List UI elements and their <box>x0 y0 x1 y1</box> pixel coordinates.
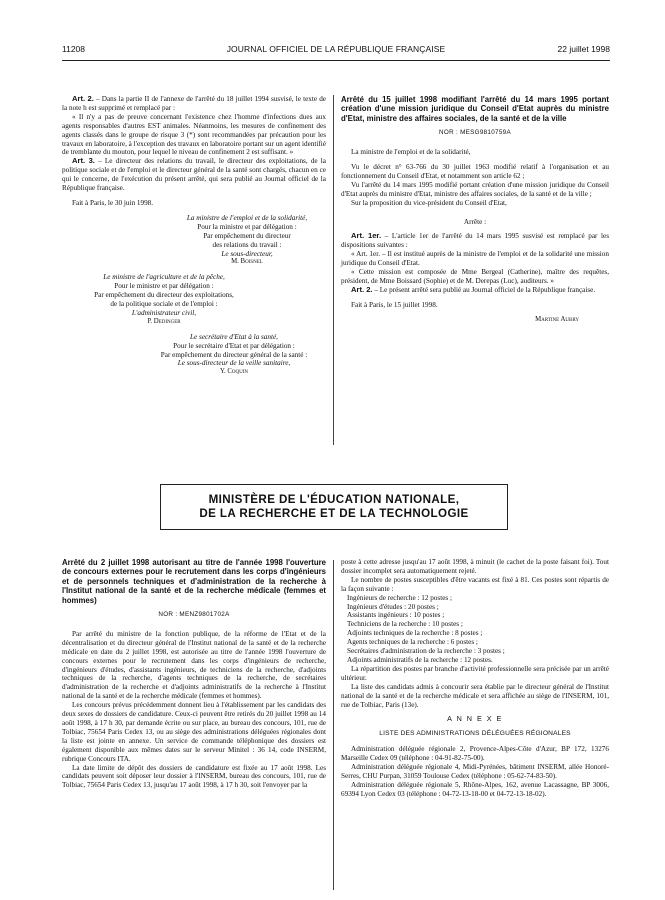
signature-line: Le sous-directeur de la veille sanitaire, <box>177 359 291 368</box>
arrete-heading: Arrête : <box>463 217 487 226</box>
list-item: Ingénieurs d'études : 20 postes ; <box>347 602 439 611</box>
fait-a-paris: Fait à Paris, le 15 juillet 1998. <box>351 300 438 309</box>
annexe-title: A N N E X E <box>447 714 503 724</box>
signature-line: La ministre de l'emploi et de la solidarité, <box>186 213 308 222</box>
paragraph: La date limite de dépôt des dossiers de candidature est fixée au 17 août 1998. Les candidats peuvent soit déposer leur dossier à l'INSERM, bureau des concours, 101, rue de Tolbiac, 75654 Paris Cedex 13, jusqu'au 17 août 1998, à 17 h 30, soit l'envoyer par la <box>62 763 326 790</box>
article-label: Art. 2. <box>72 94 94 103</box>
signature-line: L'administrateur civil, <box>131 308 197 317</box>
decree-title: Arrêté du 2 juillet 1998 autorisant au titre de l'année 1998 l'ouverture de concours externes pour le recrutement dans les corps d'ingénieurs et de personnels techniques et d'administration de la recherche à l'Institut national de la santé et de la recherche médicale (femmes et hommes) <box>62 558 326 605</box>
article-label: Art. 1er. <box>351 231 382 241</box>
paragraph: La répartition des postes par branche d'activité professionnelle sera précisée par un arrêté ultérieur. <box>341 664 609 682</box>
paragraph: La liste des candidats admis à concourir sera établie par le directeur général de l'Institut national de la santé et de la recherche médicale et sera affichée au siège de l'INSERM, 101, rue de Tolbiac, Paris (13e). <box>341 682 609 709</box>
decree-title: Arrêté du 15 juillet 1998 modifiant l'arrêté du 14 mars 1995 portant création d'une mission juridique du Conseil d'Etat auprès du ministre d'Etat, ministre des affaires sociales, de la santé et de la ville <box>341 95 609 123</box>
article-1-paragraph <box>341 232 609 250</box>
signature-line: Pour la ministre et par délégation : <box>197 222 297 231</box>
signature-block-2 <box>62 273 326 326</box>
list-item: Agents techniques de la recherche : 6 postes ; <box>347 638 478 647</box>
list-item: Adjoints administratifs de la recherche : 12 postes. <box>347 655 493 664</box>
signature-line: Par empêchement du directeur <box>203 231 291 240</box>
paragraph: Le nombre de postes susceptibles d'être vacants est fixé à 81. Ces postes sont répartis de la façon suivante : <box>341 575 609 593</box>
signatory-name: Y. Coquin <box>219 368 249 376</box>
ministry-line: MINISTÈRE DE L'ÉDUCATION NATIONALE, <box>208 493 460 506</box>
annexe-item: Administration déléguée régionale 5, Rhône-Alpes, 162, avenue Lacassagne, BP 3006, 69394 Lyon Cedex 03 (téléphone : 04-72-13-18-00 et 04-72-13-18-02). <box>341 780 609 798</box>
list-item: Adjoints techniques de la recherche : 8 postes ; <box>347 629 483 638</box>
nor-reference: NOR : MESG9810759A <box>439 129 511 137</box>
annexe-item: Administration déléguée régionale 2, Provence-Alpes-Côte d'Azur, BP 172, 13276 Marseille Cedex 09 (téléphone : 04-91-82-75-00). <box>341 745 609 763</box>
signatory-name: M. Boisnel <box>231 258 263 266</box>
signatory-name: P. Dedinger <box>147 317 181 325</box>
article-text: – Dans la partie II de l'annexe de l'arrêté du 18 juillet 1994 susvisé, le texte de la note h est supprimé et remplacé par : <box>62 95 326 112</box>
article-label: Art. 3. <box>72 156 95 166</box>
list-item: Ingénieurs de recherche : 12 postes ; <box>347 593 452 602</box>
signature-line: Par empêchement du directeur général de la santé : <box>160 350 308 359</box>
list-item: Secrétaires d'administration de la recherche : 3 postes ; <box>347 647 505 656</box>
signature-line: Pour le ministre et par délégation : <box>114 282 214 291</box>
publication-date: 22 juillet 1998 <box>557 44 610 54</box>
list-item: Assistants ingénieurs : 10 postes ; <box>347 611 445 620</box>
annexe-item: Administration déléguée régionale 4, Midi-Pyrénées, bâtiment INSERM, allée Honoré-Serres, CHU Purpan, 31059 Toulouse Cedex (téléphone : 05-62-74-83-50). <box>341 763 609 780</box>
article-3-paragraph <box>62 157 326 193</box>
signature-line: Le secrétaire d'Etat à la santé, <box>190 332 278 341</box>
journal-title: JOURNAL OFFICIEL DE LA RÉPUBLIQUE FRANÇAISE <box>226 44 446 54</box>
paragraph: Vu l'arrêté du 14 mars 1995 modifié portant création d'une mission juridique du Conseil d'Etat auprès du ministre d'Etat, ministre des affaires sociales, de la santé et de la ville ; <box>341 180 609 198</box>
paragraph: poste à cette adresse jusqu'au 17 août 1998, à minuit (le cachet de la poste faisant foi). Tout dossier incomplet sera automatiquement rejeté. <box>341 558 609 575</box>
lower-left-column <box>62 558 326 790</box>
signature-line: des relations du travail : <box>212 240 282 249</box>
paragraph: Vu le décret n° 63-766 du 30 juillet 1963 modifié relatif à l'organisation et au fonctionnement du Conseil d'Etat, et notamment son article 62 ; <box>341 163 609 180</box>
upper-right-column <box>341 95 609 325</box>
quoted-paragraph: « Cette mission est composée de Mme Bergeal (Catherine), maître des requêtes, président, de Mme Boissard (Sophie) et de M. Derepas (Luc), auditeurs. » <box>341 268 609 285</box>
paragraph: Par arrêté du ministre de la fonction publique, de la réforme de l'Etat et de la décentralisation et du directeur général de l'Institut national de la santé et de la recherche médicale en date du 2 juillet 1998, est autorisée au titre de l'année 1998 l'ouverture de concours externes pour le recrutement dans les corps d'ingénieurs de recherche, d'ingénieurs d'études, d'assistants ingénieurs, de techniciens de la recherche, d'adjoints techniques de la recherche, d'agents techniques de la recherche, de secrétaires d'administration de la recherche et d'adjoints administratifs de la recherche à l'Institut national de la santé et de la recherche médicale (femmes et hommes). <box>62 629 326 701</box>
signatory-name: Martine Aubry <box>535 315 579 323</box>
signature-line: de la politique sociale et de l'emploi : <box>110 300 218 309</box>
column-divider-bottom <box>333 560 334 890</box>
page-number: 11208 <box>62 44 86 54</box>
column-divider-top <box>333 95 334 445</box>
article-2-quote: « Il n'y a pas de preuve concernant l'existence chez l'homme d'infections dues aux agents responsables d'autres EST animales. Néanmoins, les mesures de confinement des agents classés dans le groupe de risque 3 (*) sont recommandées par précaution pour les travaux en laboratoire, à l'exception des travaux en laboratoire portant sur un agent identifié de tremblante du mouton, pour lequel le niveau de confinement 2 est suffisant. » <box>62 112 326 157</box>
lower-right-column <box>341 558 609 799</box>
signature-line: Par empêchement du directeur des exploitations, <box>94 291 234 300</box>
article-text: – L'article 1er de l'arrêté du 14 mars 1995 susvisé est remplacé par les dispositions suivantes : <box>341 232 610 250</box>
article-2-paragraph <box>341 286 609 295</box>
nor-reference: NOR : MENZ9801702A <box>158 611 230 619</box>
quoted-paragraph: « Art. 1er. – Il est institué auprès de la ministre de l'emploi et de la solidarité une mission juridique du Conseil d'Etat. <box>341 250 609 268</box>
article-text: – Le présent arrêté sera publié au Journal officiel de la République française. <box>372 285 596 294</box>
paragraph: La ministre de l'emploi et de la solidarité, <box>351 148 471 157</box>
signature-line: Le sous-directeur, <box>221 249 273 258</box>
ministry-line: DE LA RECHERCHE ET DE LA TECHNOLOGIE <box>199 507 469 520</box>
article-2-paragraph <box>62 95 326 113</box>
page-header <box>62 44 610 58</box>
ministry-banner <box>160 484 508 530</box>
postes-list <box>341 594 609 665</box>
annexe-subtitle: LISTE DES ADMINISTRATIONS DÉLÉGUÉES RÉGIONALES <box>379 730 571 738</box>
signature-line: Pour le secrétaire d'Etat et par délégation : <box>173 341 295 350</box>
paragraph: Les concours prévus précédemment donnent lieu à l'établissement par les candidats des deux sexes de dossiers de candidature. Ceux-ci peuvent être retirés du 20 juillet 1998 au 14 août 1998, à 17 h 30, par demande écrite ou sur place, au bureau des concours, 101, rue de Tolbiac, 75654 Paris Cedex 13, ou au siège des administrations déléguées régionales dont la liste est jointe en annexe. Un service de commande téléphonique des dossiers est également disponible aux mêmes dates sur le serveur Minitel : 36 14, code INSERM, rubrique Concours ITA. <box>62 701 326 763</box>
fait-a-paris: Fait à Paris, le 30 juin 1998. <box>72 198 154 207</box>
article-label: Art. 2. <box>351 284 373 294</box>
article-text: – Le directeur des relations du travail, le directeur des exploitations, de la politique sociale et de l'emploi et le directeur général de la santé sont chargés, chacun en ce qui le concerne, de l'exécution du présent arrêté, qui sera publié au Journal officiel de la République française. <box>62 157 326 193</box>
signature-block-1 <box>62 214 326 267</box>
upper-left-column <box>62 95 326 377</box>
signature-line: Le ministre de l'agriculture et de la pêche, <box>103 273 225 282</box>
signature-block-3 <box>62 333 326 378</box>
paragraph: Sur la proposition du vice-président du Conseil d'Etat, <box>351 198 507 207</box>
list-item: Techniciens de la recherche : 10 postes ; <box>347 620 463 629</box>
header-rule <box>62 60 610 61</box>
